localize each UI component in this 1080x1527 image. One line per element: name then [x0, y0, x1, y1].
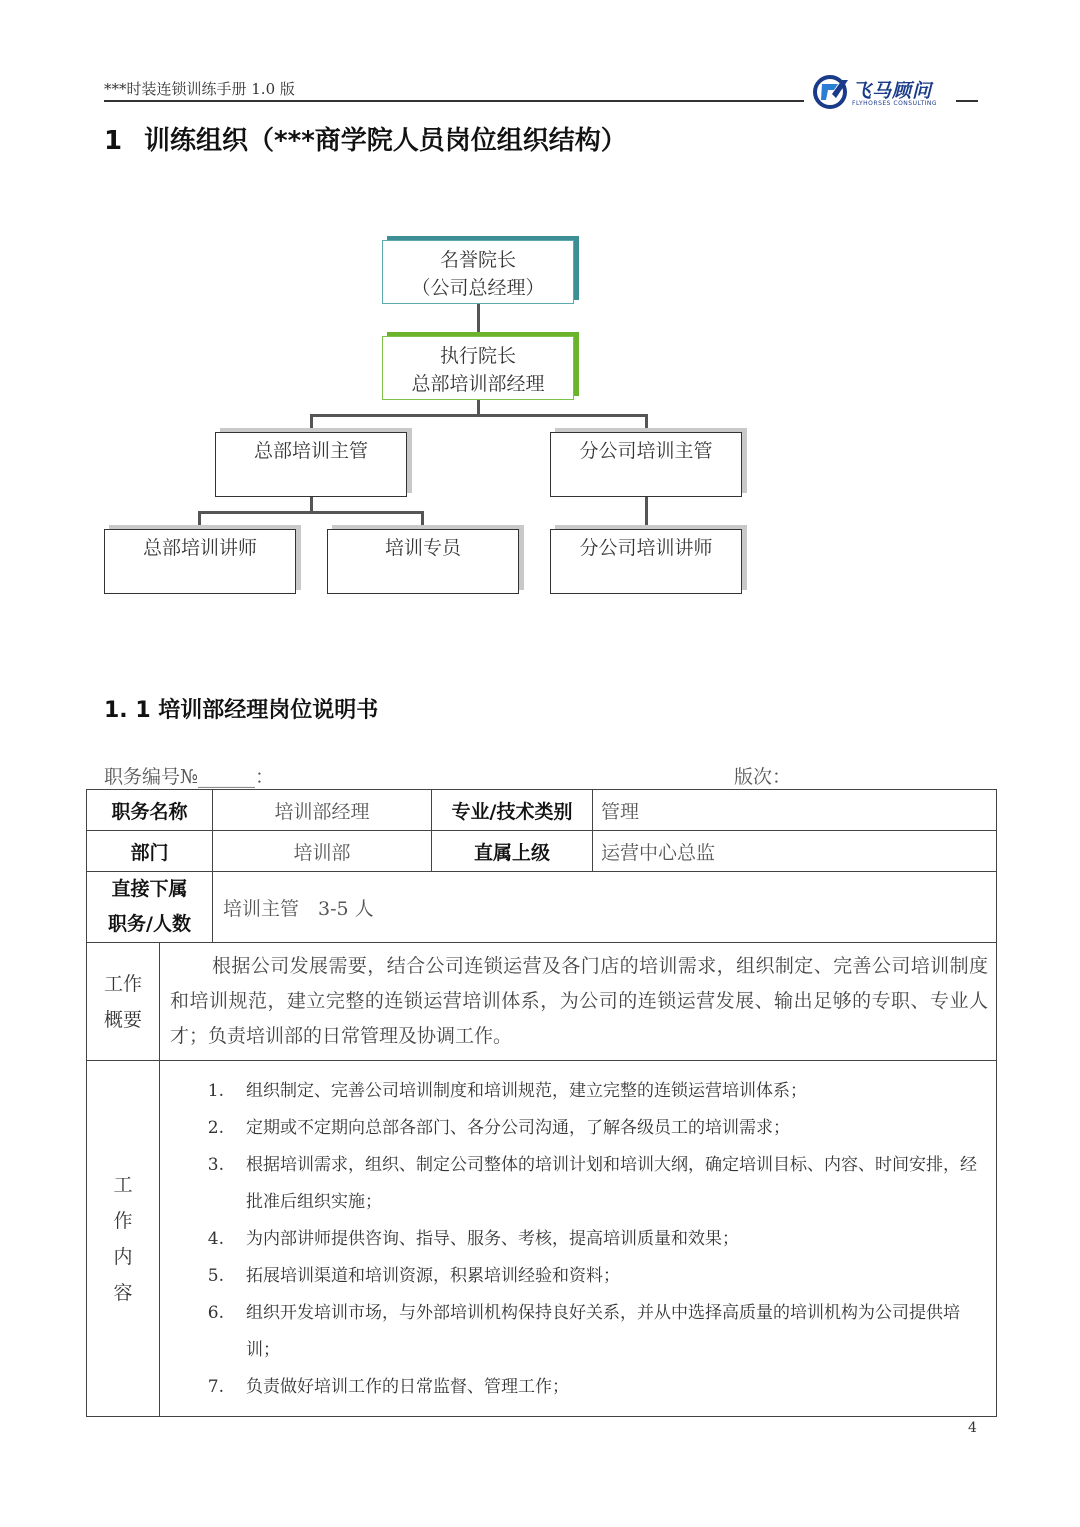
duties-label-char: 内: [113, 1245, 133, 1268]
version-label: 版次：: [734, 766, 792, 788]
duties-label-char: 容: [113, 1281, 133, 1304]
superior-value: 运营中心总监: [593, 831, 997, 872]
org-box-branch-lecturer: [550, 529, 742, 594]
list-item: [160, 1073, 986, 1110]
org-connector: [421, 511, 424, 529]
duty-number: 7.: [207, 1377, 224, 1397]
table-row: [87, 831, 997, 872]
org-box-training-specialist: [327, 529, 519, 594]
list-item: [160, 1147, 986, 1221]
duty-number: 6.: [207, 1303, 224, 1323]
duty-text: 组织制定、完善公司培训制度和培训规范，建立完整的连锁运营培训体系；: [246, 1081, 807, 1101]
duty-text: 负责做好培训工作的日常监督、管理工作；: [246, 1377, 569, 1397]
org-box-honorary-dean: [382, 240, 574, 304]
summary-label-line: 概要: [103, 1008, 142, 1031]
section-title: 训练组织（***商学院人员岗位组织结构）: [144, 126, 627, 156]
duty-text: 为内部讲师提供咨询、指导、服务、考核，提高培训质量和效果；: [246, 1229, 739, 1249]
duty-number: 4.: [207, 1229, 224, 1249]
duties-label-char: 作: [113, 1209, 133, 1232]
duties-list: [160, 1061, 996, 1416]
duty-text: 根据培训需求，组织、制定公司整体的培训计划和培训大纲，确定培训目标、内容、时间安排，经批准后组织实施；: [246, 1155, 977, 1212]
org-connector: [477, 304, 480, 336]
org-box-line: 总部培训部经理: [411, 373, 545, 395]
table-row: [87, 790, 997, 831]
duties-label: [87, 1061, 160, 1417]
duty-text: 拓展培训渠道和培训资源，积累培训经验和资料；: [246, 1266, 620, 1286]
org-box-line: 分公司培训主管: [579, 440, 713, 462]
logo-subtext: FLYHORSES CONSULTING: [852, 100, 938, 107]
header-rule: [104, 100, 804, 102]
org-connector: [198, 511, 201, 529]
category-label: 专业/技术类别: [432, 790, 593, 831]
summary-cell: [160, 943, 997, 1061]
summary-text: 根据公司发展需要，结合公司连锁运营及各门店的培训需求，组织制定、完善公司培训制度和培训规范，建立完整的连锁运营培训体系，为公司的连锁运营发展、输出足够的专职、专业人才；负责培训部的日常管理及协调工作。: [170, 955, 989, 1047]
category-value: 管理: [593, 790, 997, 831]
org-connector: [310, 414, 648, 417]
table-row: [87, 943, 997, 1061]
table-row: [87, 1061, 997, 1417]
job-number-label: 职务编号№______：: [104, 766, 274, 788]
org-box-line: （公司总经理）: [411, 277, 545, 299]
section-number: 1: [104, 126, 123, 156]
job-description-table: [86, 789, 997, 1417]
org-box-line: 执行院长: [439, 345, 516, 367]
duties-label-char: 工: [113, 1173, 133, 1196]
summary-label-line: 工作: [103, 972, 142, 995]
position-label: 职务名称: [87, 790, 213, 831]
doc-header-title: ***时装连锁训练手册 1.0 版: [104, 80, 295, 98]
duty-number: 1.: [207, 1081, 224, 1101]
position-value: 培训部经理: [213, 790, 432, 831]
logo-text: 飞马顾问: [852, 80, 933, 102]
org-box-line: 分公司培训讲师: [579, 537, 713, 559]
duty-number: 5.: [207, 1266, 224, 1286]
subordinate-label-line: 职务/人数: [108, 913, 191, 935]
org-box-line: 培训专员: [384, 537, 461, 559]
duties-cell: [160, 1061, 997, 1417]
list-item: [160, 1258, 986, 1295]
dept-value: 培训部: [213, 831, 432, 872]
superior-label: 直属上级: [432, 831, 593, 872]
duty-text: 组织开发培训市场，与外部培训机构保持良好关系，并从中选择高质量的培训机构为公司提供培训；: [246, 1303, 960, 1360]
summary-label: [87, 943, 160, 1061]
org-box-hq-lecturer: [104, 529, 296, 594]
org-connector: [310, 414, 313, 432]
duty-text: 定期或不定期向总部各部门、各分公司沟通，了解各级员工的培训需求；: [246, 1118, 790, 1138]
list-item: [160, 1295, 986, 1369]
subordinate-label: [87, 872, 213, 943]
org-box-line: 总部培训主管: [253, 440, 368, 462]
table-row: [87, 872, 997, 943]
section-heading-1: [104, 120, 627, 157]
org-box-line: 名誉院长: [439, 249, 516, 271]
duty-number: 2.: [207, 1118, 224, 1138]
org-box-line: 总部培训讲师: [142, 537, 257, 559]
subordinate-label-line: 直接下属: [111, 878, 188, 900]
org-connector: [645, 497, 648, 529]
org-box-hq-supervisor: [215, 432, 407, 497]
section-heading-1-1: 1. 1 培训部经理岗位说明书: [104, 698, 379, 723]
org-box-executive-dean: [382, 336, 574, 400]
list-item: [160, 1369, 986, 1406]
header-rule-right: [956, 100, 978, 102]
list-item: [160, 1110, 986, 1147]
list-item: [160, 1221, 986, 1258]
org-connector: [645, 414, 648, 432]
dept-label: 部门: [87, 831, 213, 872]
org-connector: [198, 511, 424, 514]
page-number: 4: [968, 1420, 977, 1436]
org-box-branch-supervisor: [550, 432, 742, 497]
subordinate-value: 培训主管 3-5 人: [213, 872, 997, 943]
duty-number: 3.: [207, 1155, 224, 1175]
